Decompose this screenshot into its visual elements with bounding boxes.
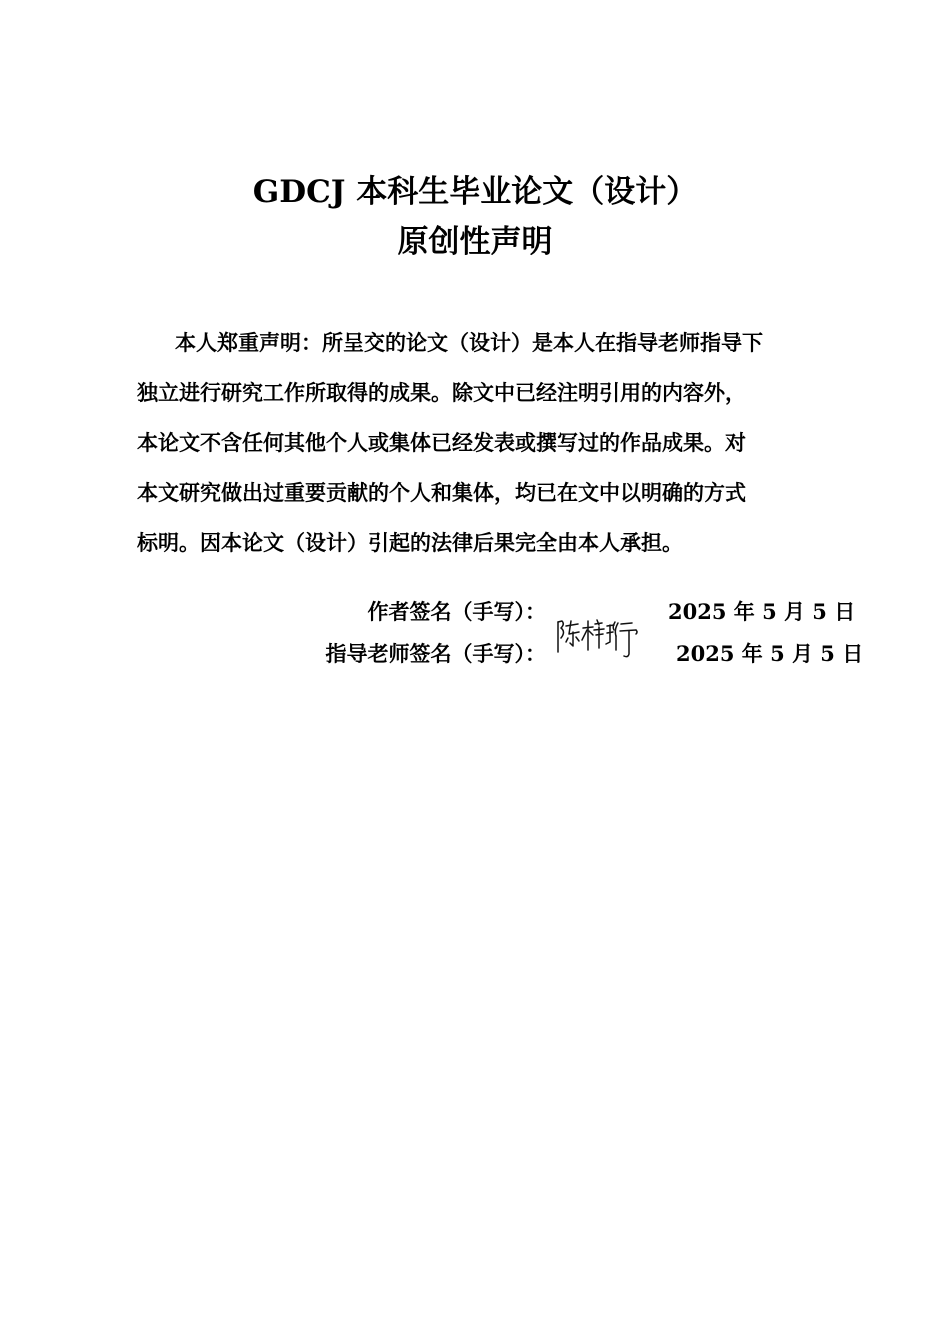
author-signature-label: 作者签名（手写）： [367, 599, 546, 624]
declaration-line-3: 本论文不含任何其他个人或集体已经发表或撰写过的作品成果。对 [137, 430, 746, 455]
advisor-date: 2025 年 5 月 5 日 [676, 641, 864, 666]
declaration-line-5: 标明。因本论文（设计）引起的法律后果完全由本人承担。 [137, 530, 683, 555]
declaration-line-1: 本人郑重声明：所呈交的论文（设计）是本人在指导老师指导下 [175, 330, 763, 355]
declaration-line-2: 独立进行研究工作所取得的成果。除文中已经注明引用的内容外， [137, 380, 746, 405]
document-subtitle: 原创性声明 [397, 224, 553, 260]
declaration-paragraph [137, 318, 851, 568]
author-date: 2025 年 5 月 5 日 [668, 599, 856, 624]
document-title: GDCJ 本科生毕业论文（设计） [252, 174, 698, 210]
advisor-signature-label: 指导老师签名（手写）： [325, 641, 546, 666]
declaration-line-4: 本文研究做出过重要贡献的个人和集体，均已在文中以明确的方式 [137, 480, 746, 505]
handwritten-signature [552, 612, 648, 670]
